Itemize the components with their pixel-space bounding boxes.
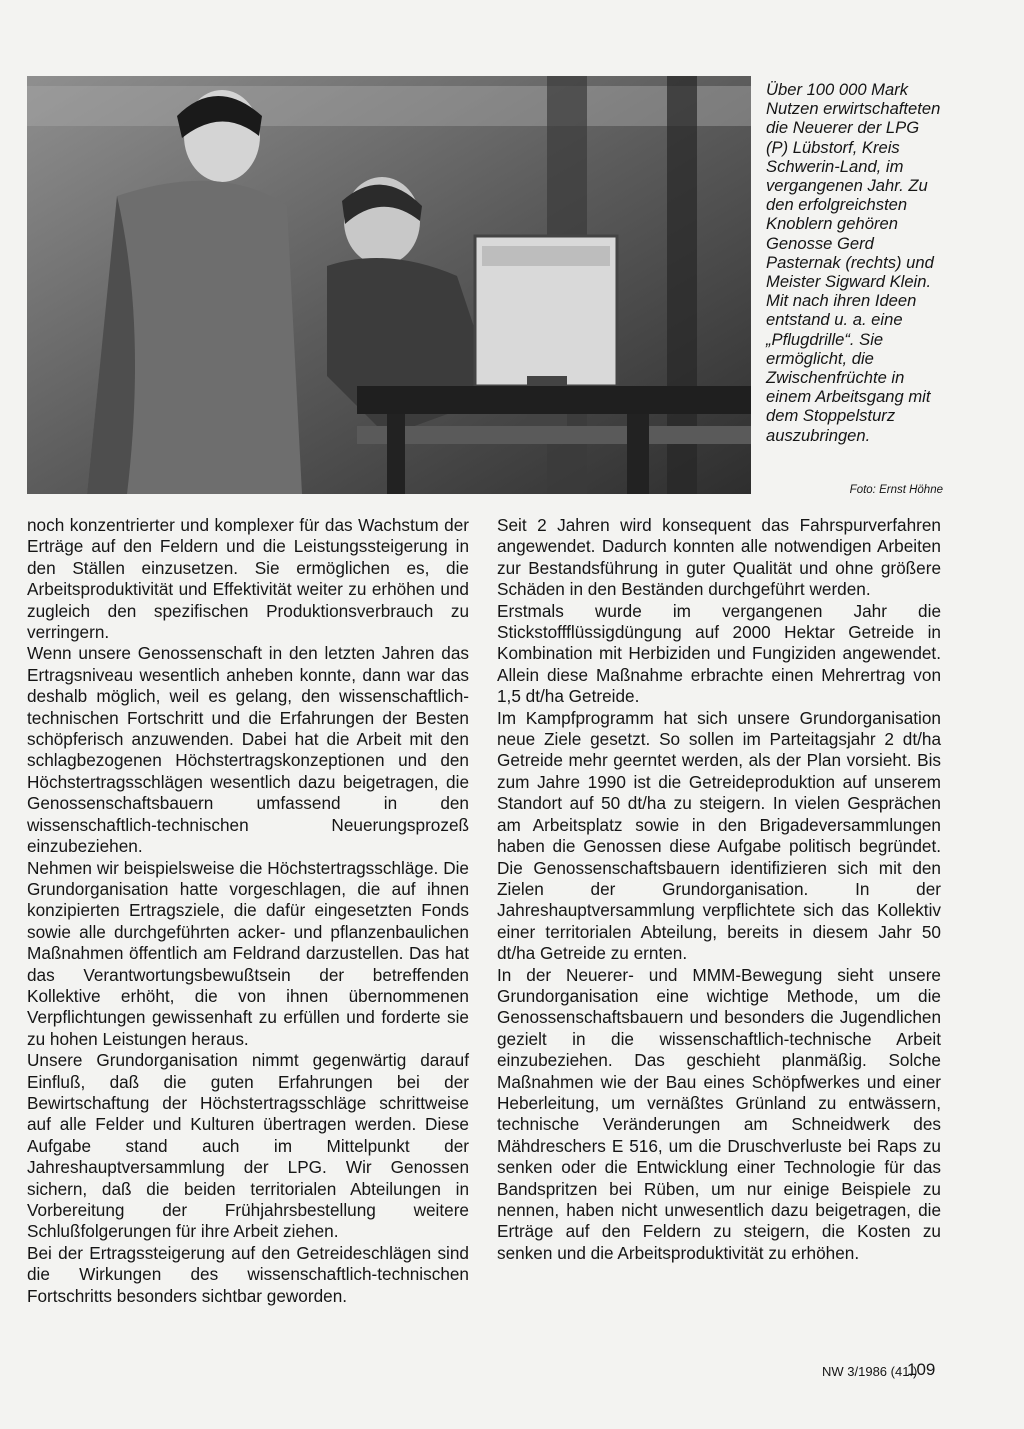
paragraph: Wenn unsere Genossenschaft in den letzten Jahren das Ertragsniveau wesentlich anheben konnte, dann war das deshalb möglich, weil es gelang, den wissenschaftlich-technischen Fortschritt und die Erfahrungen der Besten schöpferisch anzuwenden. Dabei hat die Arbeit mit den schlagbezogenen Höchstertragskonzeptionen und den Höchstertragsschlägen wesentlich dazu beigetragen, die Genossenschaftsbauern umfassend in den wissenschaftlich-technischen Neuerungsprozeß einzubeziehen. [27,643,469,857]
paragraph: Seit 2 Jahren wird konsequent das Fahrspurverfahren angewendet. Dadurch konnten alle notwendigen Arbeiten zur Bestandsführung in guter Qualität und ohne größere Schäden in den Beständen durchgeführt werden. [497,515,941,600]
article-column-right [497,515,941,1264]
article-column-left [27,515,469,1307]
page-number: 109 [907,1360,936,1379]
paragraph: Nehmen wir beispielsweise die Höchstertragsschläge. Die Grundorganisation hatte vorgeschlagen, die auf ihnen konzipierten Ertragsziele, die dafür eingesetzten Fonds sowie alle durchgeführten acker- und pflanzenbaulichen Maßnahmen öffentlich am Feldrand darzustellen. Das hat das Verantwortungsbewußtsein der betreffenden Kollektive erhöht, die von ihnen übernommenen Verpflichtungen gewissenhaft zu erfüllen und forderte sie zu hohen Leistungen heraus. [27,857,469,1049]
paragraph: In der Neuerer- und MMM-Bewegung sieht unsere Grundorganisation eine wichtige Methode, um die Genossenschaftsbauern und besonders die Jugendlichen gezielt in die wissenschaftlich-technische Arbeit einzubeziehen. Das geschieht planmäßig. Solche Maßnahmen wie der Bau eines Schöpfwerkes und einer Heberleitung, um vernäßtes Grünland zu entwässern, technische Veränderungen am Schneidwerk des Mähdreschers E 516, um die Druschverluste bei Raps zu senken oder die Entwicklung einer Technologie für das Bandspritzen bei Rüben, um nur einige Beispiele zu nennen, haben nicht unwesentlich dazu beigetragen, die Erträge auf den Feldern zu steigern, die Kosten zu senken und die Arbeitsproduktivität zu erhöhen. [497,964,941,1263]
photo-caption [766,80,944,445]
caption-text: Über 100 000 Mark Nutzen erwirtschafteten die Neuerer der LPG (P) Lübstorf, Kreis Schwerin-Land, im vergangenen Jahr. Zu den erfolgreichsten Knoblern gehören Genosse Gerd Pasternak (rechts) und Meister Sigward Klein. Mit nach ihren Ideen entstand u. a. eine „Pflugdrille“. Sie ermöglicht, die Zwischenfrüchte in einem Arbeitsgang mit dem Stoppelsturz auszubringen. [766,80,941,445]
paragraph: Erstmals wurde im vergangenen Jahr die Stickstoffflüssigdüngung auf 2000 Hektar Getreide in Kombination mit Herbiziden und Fungiziden angewendet. Allein diese Maßnahme erbrachte einen Mehrertrag von 1,5 dt/ha Getreide. [497,600,941,707]
article-photo [27,76,751,494]
paragraph: Bei der Ertragssteigerung auf den Getreideschlägen sind die Wirkungen des wissenschaftlich-technischen Fortschritts besonders sichtbar geworden. [27,1242,469,1306]
photograph-icon [27,76,751,494]
photo-credit: Foto: Ernst Höhne [849,484,943,496]
issue-reference: NW 3/1986 (41.) [822,1364,918,1379]
paragraph: noch konzentrierter und komplexer für das Wachstum der Erträge auf den Feldern und die Leistungssteigerung in den Ställen einzusetzen. Sie ermöglichen es, die Arbeitsproduktivität und Effektivität weiter zu erhöhen und zugleich den spezifischen Produktionsverbrauch zu verringern. [27,515,469,643]
paragraph: Unsere Grundorganisation nimmt gegenwärtig darauf Einfluß, daß die guten Erfahrungen bei der Bewirtschaftung der Höchstertragsschläge schrittweise auf alle Felder und Kulturen übertragen werden. Diese Aufgabe stand auch im Mittelpunkt der Jahreshauptversammlung der LPG. Wir Genossen sichern, daß die beiden territorialen Abteilungen in Vorbereitung der Frühjahrsbestellung weitere Schlußfolgerungen für ihre Arbeit ziehen. [27,1050,469,1242]
paragraph: Im Kampfprogramm hat sich unsere Grundorganisation neue Ziele gesetzt. So sollen im Parteitagsjahr 2 dt/ha Getreide mehr geerntet werden, als der Plan vorsieht. Bis zum Jahre 1990 ist die Getreideproduktion auf unserem Standort auf 50 dt/ha zu steigern. In vielen Gesprächen am Arbeitsplatz sowie in den Brigadeversammlungen haben die Genossen diese Aufgabe politisch begründet. Die Genossenschaftsbauern identifizieren sich mit den Zielen der Grundorganisation. In der Jahreshauptversammlung verpflichtete sich das Kollektiv einer territorialen Abteilung, bereits in diesem Jahr 50 dt/ha Getreide zu ernten. [497,707,941,964]
